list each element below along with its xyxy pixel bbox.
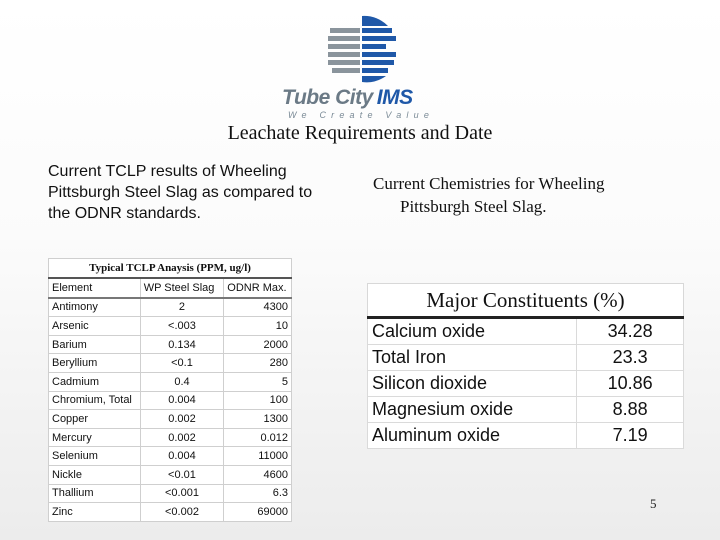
tclp-cell-odnr: 1300 [224,410,292,429]
table-row [368,345,684,371]
tclp-cell-odnr: 10 [224,317,292,336]
major-cell-constituent: Aluminum oxide [368,423,577,449]
table-row [368,371,684,397]
tclp-cell-odnr: 100 [224,391,292,410]
tclp-header-element: Element [49,278,141,298]
tclp-cell-element: Mercury [49,428,141,447]
tclp-cell-wp: 0.002 [140,410,224,429]
tclp-cell-element: Arsenic [49,317,141,336]
tclp-cell-wp: 0.002 [140,428,224,447]
right-description-line2: Pittsburgh Steel Slag. [400,197,547,216]
tclp-cell-wp: 0.134 [140,335,224,354]
tclp-cell-element: Copper [49,410,141,429]
table-row [49,317,292,336]
tclp-table-header [49,278,292,298]
table-row [49,354,292,373]
tclp-header-odnr: ODNR Max. [224,278,292,298]
table-row [49,372,292,391]
tclp-cell-element: Beryllium [49,354,141,373]
table-row [49,447,292,466]
company-logo [276,14,446,126]
tclp-cell-element: Zinc [49,503,141,522]
tclp-cell-odnr: 280 [224,354,292,373]
table-row [49,428,292,447]
major-cell-percent: 8.88 [577,397,684,423]
logo-tagline: We Create Value [288,110,435,120]
major-cell-constituent: Calcium oxide [368,318,577,345]
table-row [49,391,292,410]
tclp-cell-element: Cadmium [49,372,141,391]
tclp-table [48,258,292,522]
major-cell-percent: 10.86 [577,371,684,397]
tclp-header-wp: WP Steel Slag [140,278,224,298]
tclp-cell-odnr: 69000 [224,503,292,522]
tclp-cell-odnr: 2000 [224,335,292,354]
table-row [49,465,292,484]
tclp-cell-element: Thallium [49,484,141,503]
tclp-cell-odnr: 6.3 [224,484,292,503]
slide-title: Leachate Requirements and Date [227,122,493,144]
major-table-caption: Major Constituents (%) [368,284,684,318]
tclp-cell-wp: 0.004 [140,447,224,466]
tclp-cell-wp: <0.1 [140,354,224,373]
tclp-cell-wp: <0.002 [140,503,224,522]
tclp-cell-wp: <.003 [140,317,224,336]
tclp-cell-odnr: 5 [224,372,292,391]
major-cell-constituent: Magnesium oxide [368,397,577,423]
table-row [49,335,292,354]
major-cell-percent: 34.28 [577,318,684,345]
table-row [49,484,292,503]
tclp-cell-wp: 2 [140,298,224,317]
tclp-cell-wp: 0.004 [140,391,224,410]
right-description [373,172,673,218]
major-cell-percent: 23.3 [577,345,684,371]
tclp-cell-wp: <0.01 [140,465,224,484]
tclp-cell-element: Nickle [49,465,141,484]
page-number: 5 [650,496,657,511]
tclp-cell-element: Barium [49,335,141,354]
major-cell-constituent: Silicon dioxide [368,371,577,397]
table-row [49,298,292,317]
table-row [368,423,684,449]
tclp-cell-wp: <0.001 [140,484,224,503]
tclp-cell-element: Selenium [49,447,141,466]
tclp-cell-odnr: 4600 [224,465,292,484]
tclp-table-caption: Typical TCLP Anaysis (PPM, ug/l) [49,259,292,279]
left-description: Current TCLP results of Wheeling Pittsburgh Steel Slag as compared to the ODNR standards. [48,163,313,222]
major-cell-percent: 7.19 [577,423,684,449]
tclp-cell-odnr: 4300 [224,298,292,317]
major-constituents-table [367,283,684,449]
logo-mark-icon [328,14,398,84]
table-row [368,397,684,423]
table-row [49,503,292,522]
tclp-cell-element: Chromium, Total [49,391,141,410]
major-cell-constituent: Total Iron [368,345,577,371]
table-row [49,410,292,429]
tclp-cell-element: Antimony [49,298,141,317]
table-row [368,318,684,345]
tclp-cell-wp: 0.4 [140,372,224,391]
right-description-line1: Current Chemistries for Wheeling [373,174,605,193]
tclp-cell-odnr: 11000 [224,447,292,466]
tclp-cell-odnr: 0.012 [224,428,292,447]
logo-wordmark: Tube City IMS [282,86,413,109]
